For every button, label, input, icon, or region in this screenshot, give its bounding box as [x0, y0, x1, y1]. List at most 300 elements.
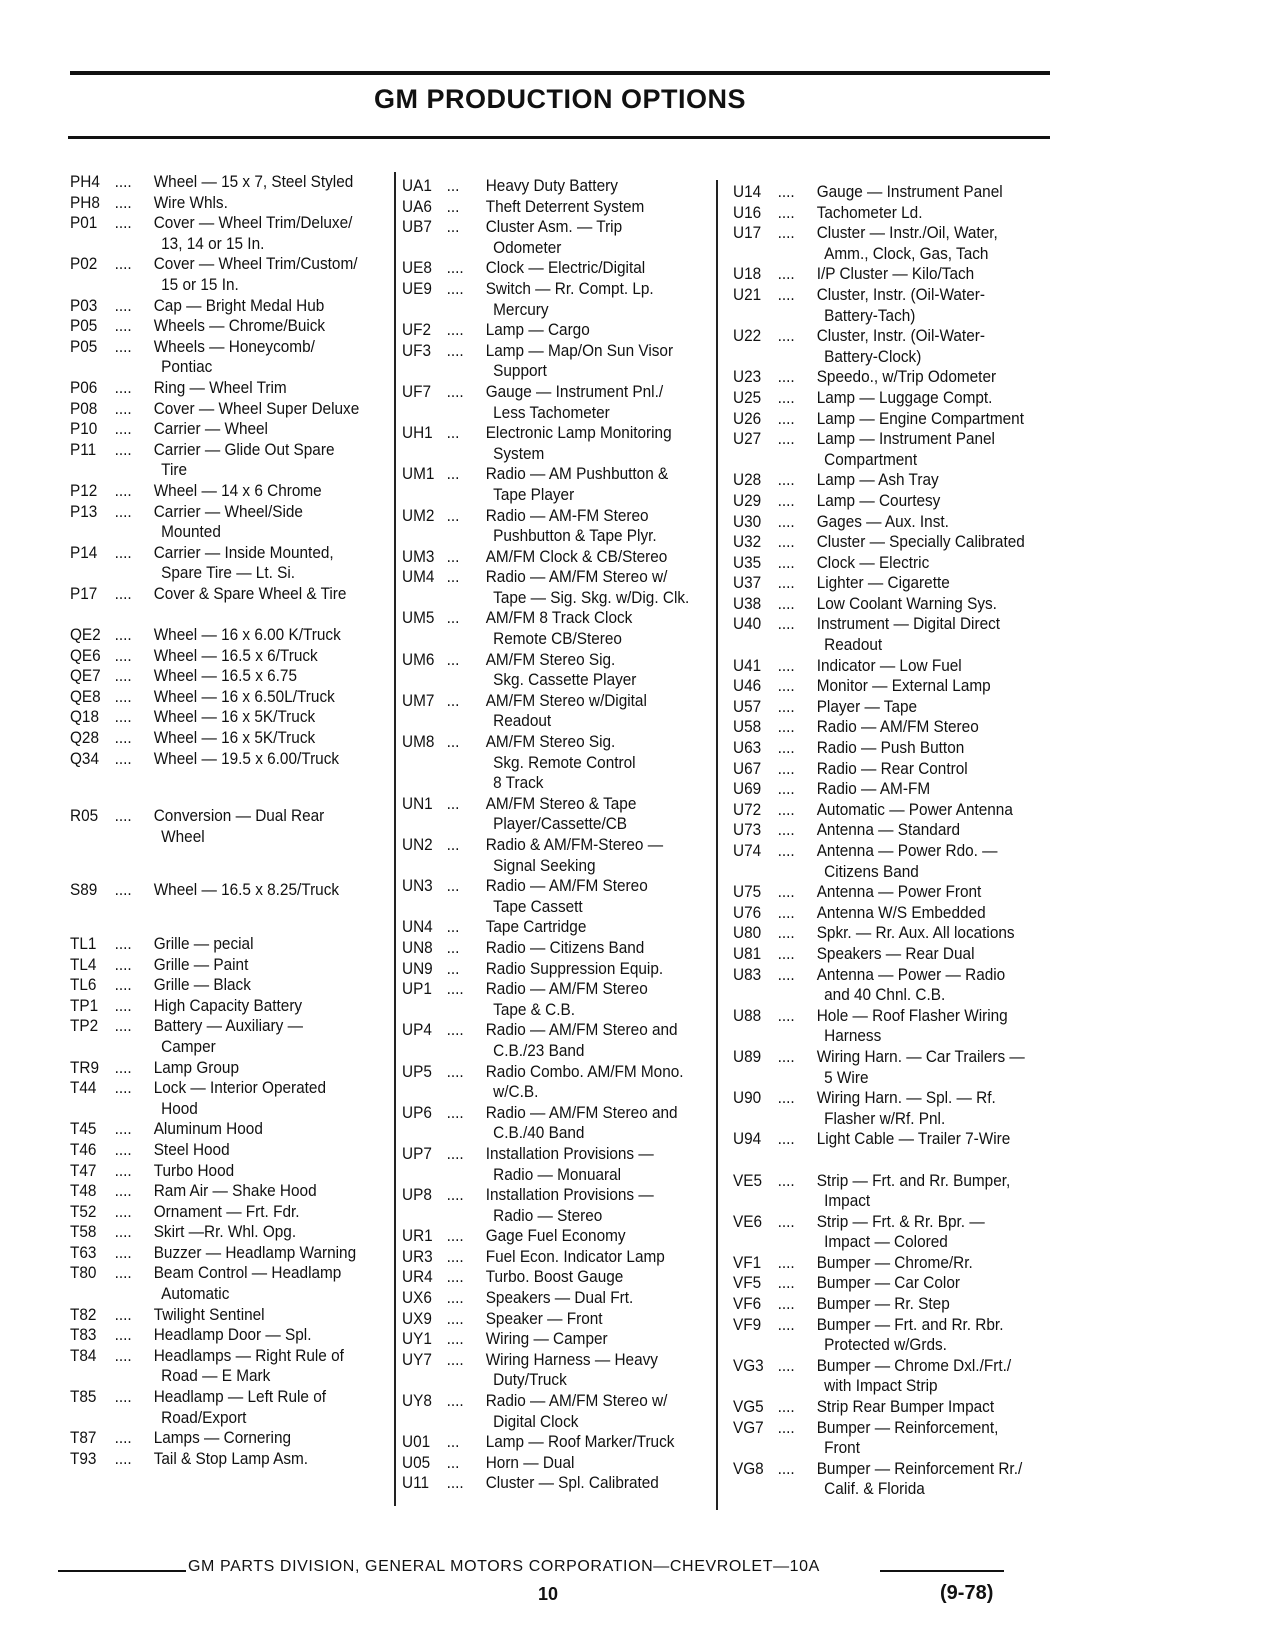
option-description	[154, 1428, 377, 1449]
leader-dots: ....	[446, 259, 464, 278]
leader-dots: ....	[114, 193, 132, 212]
option-code: UM2	[402, 506, 435, 525]
leader-dots: ....	[777, 285, 795, 304]
description-line: Headlamp — Left Rule of	[153, 1388, 326, 1407]
option-entry	[402, 1226, 700, 1247]
leader-dots: ....	[114, 296, 132, 315]
leader-dots: ....	[114, 1388, 132, 1407]
option-description	[817, 614, 1031, 655]
option-code: U46	[733, 677, 762, 696]
option-entry	[70, 1346, 377, 1387]
option-code: TR9	[70, 1058, 99, 1077]
description-line: Steel Hood	[153, 1140, 230, 1159]
option-entry	[70, 707, 377, 728]
option-description	[486, 506, 700, 547]
option-description	[154, 1058, 377, 1079]
date-code: (9-78)	[940, 1582, 994, 1604]
leader-dots: ....	[777, 965, 795, 984]
leader-dots: ....	[777, 1459, 795, 1478]
description-line: Cluster Asm. — Trip	[485, 218, 623, 237]
option-entry	[733, 1356, 1031, 1397]
option-description	[486, 279, 700, 320]
description-line: Ring — Wheel Trim	[153, 378, 287, 397]
option-description	[154, 1449, 377, 1470]
description-line: Tape Cassett	[493, 897, 583, 916]
option-code: UF3	[402, 341, 431, 360]
option-code: UP6	[402, 1103, 432, 1122]
leader-dots: ....	[446, 279, 464, 298]
description-line: Carrier — Wheel	[153, 420, 268, 439]
option-code: U40	[733, 615, 762, 634]
description-line: Radio — Push Button	[816, 739, 965, 758]
description-line: Skg. Remote Control	[493, 753, 636, 772]
description-line: C.B./23 Band	[493, 1041, 585, 1060]
description-line: Radio & AM/FM-Stereo —	[485, 836, 664, 854]
option-entry	[402, 876, 700, 917]
leader-dots: ....	[777, 1212, 795, 1231]
description-line: Wheels — Chrome/Buick	[153, 317, 326, 336]
option-description	[817, 223, 1031, 264]
description-line: Wiring Harn. — Car Trailers —	[816, 1047, 1025, 1066]
description-line: Skg. Cassette Player	[493, 671, 637, 690]
description-line: Turbo Hood	[153, 1161, 235, 1180]
description-line: 5 Wire	[824, 1068, 869, 1087]
description-line: Wiring Harn. — Spl. — Rf.	[816, 1089, 996, 1108]
description-line: Wheel	[161, 827, 205, 846]
leader-dots: ....	[114, 420, 132, 439]
option-entry	[70, 172, 377, 193]
description-line: High Capacity Battery	[153, 996, 303, 1015]
option-code: U17	[733, 224, 762, 243]
description-line: Twilight Sentinel	[153, 1305, 265, 1324]
leader-dots: ....	[446, 1268, 464, 1287]
option-description	[486, 341, 700, 382]
leader-dots: ....	[777, 1418, 795, 1437]
description-line: Spare Tire — Lt. Si.	[161, 564, 296, 583]
description-line: Low Coolant Warning Sys.	[816, 594, 997, 613]
option-code: UH1	[402, 424, 433, 443]
option-description	[817, 738, 1031, 759]
option-description	[154, 543, 377, 584]
leader-dots: ....	[777, 409, 795, 428]
option-code: VF5	[733, 1274, 762, 1293]
description-line: Lamp — Instrument Panel	[816, 430, 995, 449]
option-description	[486, 1453, 700, 1474]
option-code: U11	[402, 1474, 430, 1493]
option-description	[154, 975, 377, 996]
option-entry	[70, 728, 377, 749]
leader-dots: ....	[777, 327, 795, 346]
option-entry	[70, 687, 377, 708]
description-line: Road/Export	[161, 1408, 247, 1427]
option-description	[817, 656, 1031, 677]
leader-dots: ....	[777, 1089, 795, 1108]
option-entry	[402, 258, 700, 279]
option-code: UN9	[402, 959, 433, 978]
option-code: P05	[70, 317, 98, 336]
option-code: PH4	[70, 173, 100, 191]
option-entry	[733, 656, 1031, 677]
option-code: QE2	[70, 626, 101, 645]
description-line: Radio — AM/FM Stereo w/	[485, 568, 668, 587]
option-entry	[733, 779, 1031, 800]
leader-dots: ....	[777, 553, 795, 572]
option-entry	[70, 543, 377, 584]
leader-dots: ....	[777, 430, 795, 449]
option-entry	[733, 1171, 1031, 1212]
description-line: Lamps — Cornering	[153, 1429, 292, 1448]
leader-dots: ...	[446, 877, 460, 896]
leader-dots: ....	[777, 739, 795, 758]
option-entry	[402, 176, 700, 197]
option-description	[154, 172, 377, 193]
option-description	[817, 676, 1031, 697]
option-entry	[402, 835, 700, 876]
leader-dots: ....	[446, 1330, 464, 1349]
leader-dots: ...	[446, 177, 460, 195]
option-description	[817, 1294, 1031, 1315]
option-code: P01	[70, 214, 98, 233]
option-entry	[70, 481, 377, 502]
description-line: Cover — Wheel Trim/Deluxe/	[153, 214, 353, 233]
description-line: Player — Tape	[816, 697, 918, 716]
option-entry	[733, 800, 1031, 821]
option-code: UY1	[402, 1330, 432, 1349]
option-code: T87	[70, 1429, 97, 1448]
leader-dots: ....	[777, 718, 795, 737]
leader-dots: ....	[446, 341, 464, 360]
option-entry	[402, 917, 700, 938]
description-line: Tail & Stop Lamp Asm.	[153, 1449, 309, 1468]
description-line: Headlamps — Right Rule of	[153, 1346, 344, 1365]
option-entry	[70, 1119, 377, 1140]
leader-dots: ....	[777, 203, 795, 222]
leader-dots: ....	[446, 1227, 464, 1246]
option-entry	[733, 409, 1031, 430]
description-line: Radio — Citizens Band	[485, 938, 645, 957]
options-column-2	[402, 176, 700, 1494]
option-entry	[733, 738, 1031, 759]
description-line: Gages — Aux. Inst.	[816, 512, 949, 531]
description-line: Radio — AM-FM	[816, 780, 931, 799]
option-description	[486, 732, 700, 794]
option-code: UY8	[402, 1392, 432, 1411]
option-code: U29	[733, 491, 762, 510]
option-entry	[733, 1129, 1031, 1150]
option-entry	[733, 470, 1031, 491]
description-line: Mercury	[493, 300, 549, 319]
option-entry	[70, 1222, 377, 1243]
option-description	[817, 1253, 1031, 1274]
option-description	[486, 917, 700, 938]
option-entry	[733, 697, 1031, 718]
description-line: Radio — Stereo	[493, 1206, 603, 1225]
option-code: U90	[733, 1089, 762, 1108]
option-code: UY7	[402, 1350, 432, 1369]
option-description	[486, 258, 700, 279]
description-line: Odometer	[493, 238, 562, 257]
option-entry	[70, 316, 377, 337]
description-line: Tape — Sig. Skg. w/Dig. Clk.	[493, 588, 690, 607]
description-line: Hole — Roof Flasher Wiring	[816, 1006, 1008, 1025]
option-code: VG5	[733, 1398, 764, 1417]
option-description	[154, 213, 377, 254]
option-entry	[70, 996, 377, 1017]
description-line: Radio — AM/FM Stereo	[816, 718, 979, 737]
option-entry	[733, 1418, 1031, 1459]
option-description	[154, 1016, 377, 1057]
option-description	[817, 1356, 1031, 1397]
leader-dots: ....	[446, 1186, 464, 1205]
option-entry	[402, 1020, 700, 1061]
leader-dots: ....	[114, 807, 132, 826]
description-line: Bumper — Frt. and Rr. Rbr.	[816, 1315, 1004, 1334]
option-code: UR3	[402, 1247, 433, 1266]
option-description	[817, 1047, 1031, 1088]
description-line: Radio — AM Pushbutton &	[485, 465, 669, 484]
leader-dots: ....	[114, 1223, 132, 1242]
option-code: U38	[733, 594, 762, 613]
description-line: Automatic — Power Antenna	[816, 800, 1013, 819]
option-entry	[733, 512, 1031, 533]
leader-dots: ....	[777, 1295, 795, 1314]
option-description	[154, 1263, 377, 1304]
description-line: Lamp — Map/On Sun Visor	[485, 341, 674, 360]
option-entry	[70, 1181, 377, 1202]
option-entry	[402, 1144, 700, 1185]
description-line: Antenna — Power Front	[816, 883, 982, 902]
leader-dots: ....	[777, 697, 795, 716]
leader-dots: ....	[114, 996, 132, 1015]
option-entry	[70, 502, 377, 543]
description-line: Clock — Electric	[816, 553, 930, 572]
option-code: U74	[733, 842, 762, 860]
description-line: Radio — Monuaral	[493, 1165, 622, 1184]
description-line: Wheel — 16 x 6.00 K/Truck	[153, 626, 341, 645]
description-line: Radio — AM-FM Stereo	[485, 506, 649, 525]
option-description	[817, 367, 1031, 388]
option-entry	[70, 625, 377, 646]
leader-dots: ....	[114, 317, 132, 336]
leader-dots: ....	[777, 821, 795, 840]
option-code: UX6	[402, 1289, 432, 1308]
option-description	[486, 547, 700, 568]
leader-dots: ....	[777, 1356, 795, 1375]
description-line: Bumper — Car Color	[816, 1274, 960, 1293]
option-entry	[402, 1247, 700, 1268]
leader-dots: ....	[114, 626, 132, 645]
leader-dots: ....	[114, 881, 132, 900]
option-code: UM1	[402, 465, 435, 484]
option-description	[486, 197, 700, 218]
option-description	[817, 1006, 1031, 1047]
option-code: U18	[733, 265, 762, 284]
option-entry	[70, 1449, 377, 1470]
option-entry	[733, 717, 1031, 738]
description-line: Radio — AM/FM Stereo	[485, 877, 648, 896]
leader-dots: ....	[446, 1350, 464, 1369]
leader-dots: ....	[777, 677, 795, 696]
leader-dots: ...	[446, 1433, 460, 1452]
leader-dots: ....	[114, 214, 132, 233]
option-description	[486, 835, 700, 876]
option-entry	[70, 254, 377, 295]
description-line: Spkr. — Rr. Aux. All locations	[816, 924, 1015, 943]
description-line: Wheel — 16.5 x 6/Truck	[153, 646, 318, 665]
option-description	[154, 728, 377, 749]
option-code: Q18	[70, 708, 100, 727]
option-entry	[402, 1350, 700, 1391]
option-entry	[733, 182, 1031, 203]
section-gap	[70, 901, 377, 934]
leader-dots: ...	[446, 794, 460, 813]
option-code: QE8	[70, 687, 101, 706]
leader-dots: ....	[114, 749, 132, 768]
description-line: Hood	[161, 1099, 198, 1118]
option-code: T82	[70, 1305, 97, 1324]
leader-dots: ....	[114, 955, 132, 974]
option-description	[486, 1329, 700, 1350]
option-description	[154, 193, 377, 214]
option-entry	[402, 732, 700, 794]
description-line: Skirt —Rr. Whl. Opg.	[153, 1223, 297, 1242]
option-entry	[402, 1391, 700, 1432]
option-entry	[733, 429, 1031, 470]
description-line: Conversion — Dual Rear	[153, 807, 325, 826]
option-entry	[402, 1453, 700, 1474]
option-description	[817, 820, 1031, 841]
leader-dots: ....	[777, 224, 795, 243]
description-line: Grille — Paint	[153, 955, 249, 974]
option-entry	[733, 944, 1031, 965]
option-entry	[733, 759, 1031, 780]
description-line: Tire	[161, 461, 188, 480]
option-description	[154, 502, 377, 543]
description-line: Carrier — Glide Out Spare	[153, 440, 335, 459]
description-line: Radio — AM/FM Stereo and	[485, 1103, 678, 1122]
option-code: VF9	[733, 1315, 762, 1334]
option-entry	[733, 203, 1031, 224]
leader-dots: ...	[446, 424, 460, 443]
option-entry	[70, 378, 377, 399]
option-code: U22	[733, 327, 762, 346]
option-entry	[402, 217, 700, 258]
option-entry	[733, 573, 1031, 594]
option-description	[486, 382, 700, 423]
option-description	[486, 608, 700, 649]
option-description	[154, 1305, 377, 1326]
description-line: Radio Suppression Equip.	[485, 959, 664, 978]
description-line: Strip — Frt. & Rr. Bpr. —	[816, 1212, 985, 1231]
option-entry	[733, 594, 1031, 615]
option-code: UP4	[402, 1021, 432, 1040]
option-entry	[402, 1267, 700, 1288]
option-entry	[733, 1459, 1031, 1500]
option-code: U21	[733, 285, 762, 304]
option-code: R05	[70, 807, 99, 826]
description-line: Bumper — Chrome Dxl./Frt./	[816, 1356, 1012, 1375]
description-line: Horn — Dual	[485, 1453, 575, 1472]
option-code: VE5	[733, 1171, 763, 1190]
description-line: Speaker — Front	[485, 1309, 603, 1328]
description-line: Wheel — 15 x 7, Steel Styled	[153, 173, 354, 191]
option-entry	[733, 223, 1031, 264]
option-entry	[70, 1202, 377, 1223]
leader-dots: ....	[114, 708, 132, 727]
leader-dots: ....	[114, 1017, 132, 1036]
option-description	[817, 409, 1031, 430]
leader-dots: ....	[777, 491, 795, 510]
option-entry	[402, 938, 700, 959]
description-line: Electronic Lamp Monitoring	[485, 424, 672, 443]
description-line: Switch — Rr. Compt. Lp.	[485, 279, 654, 298]
option-code: U32	[733, 533, 762, 552]
description-line: 15 or 15 In.	[161, 275, 239, 294]
option-code: T93	[70, 1449, 97, 1468]
description-line: Theft Deterrent System	[485, 197, 645, 216]
description-line: AM/FM Stereo w/Digital	[485, 691, 647, 710]
description-line: Remote CB/Stereo	[493, 630, 622, 649]
leader-dots: ....	[446, 1144, 464, 1163]
option-description	[486, 1144, 700, 1185]
option-code: UN8	[402, 938, 433, 957]
description-line: I/P Cluster — Kilo/Tach	[816, 265, 975, 284]
option-entry	[733, 532, 1031, 553]
option-code: T46	[70, 1140, 97, 1159]
option-description	[154, 1078, 377, 1119]
description-line: Ram Air — Shake Hood	[153, 1182, 317, 1201]
description-line: Strip — Frt. and Rr. Bumper,	[816, 1171, 1011, 1190]
description-line: Pontiac	[161, 358, 213, 377]
option-description	[154, 296, 377, 317]
leader-dots: ....	[777, 800, 795, 819]
leader-dots: ....	[777, 594, 795, 613]
option-code: T47	[70, 1161, 97, 1180]
description-line: Front	[824, 1439, 860, 1458]
leader-dots: ....	[777, 471, 795, 490]
option-entry	[733, 1397, 1031, 1418]
description-line: Lamp — Roof Marker/Truck	[485, 1433, 675, 1452]
leader-dots: ...	[446, 506, 460, 525]
option-entry	[733, 264, 1031, 285]
description-line: AM/FM Stereo Sig.	[485, 650, 616, 669]
section-gap	[70, 769, 377, 806]
option-entry	[402, 1062, 700, 1103]
option-entry	[733, 820, 1031, 841]
option-entry	[733, 1212, 1031, 1253]
description-line: Bumper — Chrome/Rr.	[816, 1253, 973, 1272]
leader-dots: ....	[114, 1305, 132, 1324]
column-divider	[716, 180, 718, 1510]
option-code: TP1	[70, 996, 99, 1015]
option-entry	[70, 975, 377, 996]
option-description	[817, 965, 1031, 1006]
option-description	[486, 876, 700, 917]
leader-dots: ....	[777, 1274, 795, 1293]
description-line: Antenna — Standard	[816, 821, 961, 840]
description-line: Wiring Harness — Heavy	[485, 1350, 658, 1369]
option-entry	[733, 614, 1031, 655]
description-line: Cluster, Instr. (Oil-Water-	[816, 327, 985, 346]
description-line: Wheel — 16.5 x 8.25/Truck	[153, 881, 340, 900]
option-description	[486, 1391, 700, 1432]
option-entry	[402, 1432, 700, 1453]
description-line: Bumper — Reinforcement Rr./	[816, 1459, 1023, 1478]
option-code: U37	[733, 574, 762, 593]
option-entry	[70, 934, 377, 955]
option-code: U69	[733, 780, 762, 799]
option-entry	[70, 1387, 377, 1428]
